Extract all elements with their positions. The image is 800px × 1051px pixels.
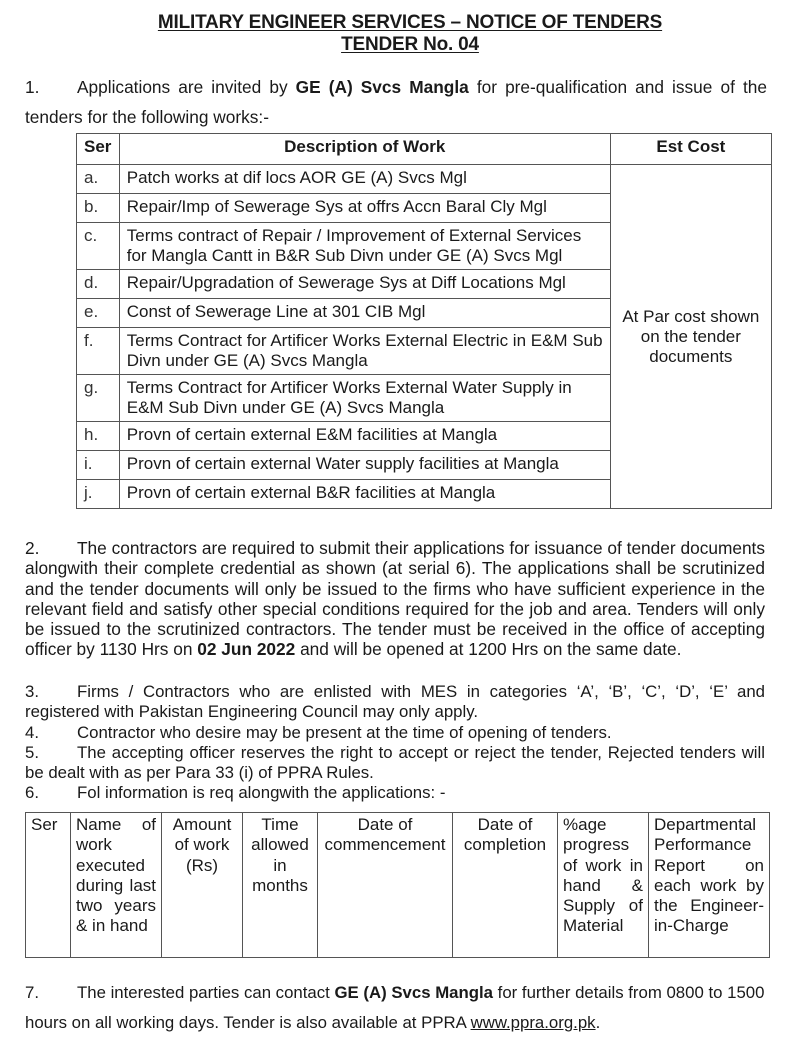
para-text: for further details from 0800 to 1500 hours on all working days. Tender is also available at PPRA: [25, 983, 765, 1032]
para-text: Contractor who desire may be present at the time of opening of tenders.: [77, 722, 612, 742]
para-text: The interested parties can contact: [77, 983, 335, 1002]
tender-number: TENDER No. 04: [341, 34, 479, 55]
est-cost-cell: At Par cost shown on the tender documents: [610, 165, 771, 509]
header-date-commencement: Date of commencement: [318, 813, 453, 958]
info-table-header: [26, 813, 770, 958]
paragraph-2: [25, 538, 765, 660]
row-description: Terms Contract for Artificer Works External Water Supply in E&M Sub Divn under GE (A) Svcs Mangla: [119, 375, 610, 422]
paragraph-5: [25, 743, 765, 784]
header-progress: %age progress of work in hand & Supply of Material: [558, 813, 649, 958]
para-text: The contractors are required to submit their applications for issuance of tender documents alongwith their complete credential as shown (at serial 6). The applications shall be scrutinized and the tender documents will only be issued to the firms who have sufficient experience in the relevant field and satisfy other special conditions required for the job and area. Tenders will only be issued to the scrutinized contractors. The tender must be received in the office of accepting officer by 1130 Hrs on: [25, 538, 765, 660]
header-date-completion: Date of completion: [453, 813, 558, 958]
row-ser: c.: [77, 223, 120, 270]
header-description: Description of Work: [119, 134, 610, 165]
row-ser: e.: [77, 299, 120, 328]
row-ser: i.: [77, 451, 120, 480]
para-number: 1.: [25, 77, 40, 97]
para-text: .: [595, 1013, 601, 1032]
row-description: Terms Contract for Artificer Works External Electric in E&M Sub Divn under GE (A) Svcs Mangla: [119, 328, 610, 375]
header-ser: Ser: [26, 813, 71, 958]
header-name-of-work: Name of work executed during last two years & in hand: [71, 813, 162, 958]
para-number: 6.: [25, 783, 39, 803]
paragraphs-3-6: [25, 682, 765, 804]
submission-date: 02 Jun 2022: [197, 639, 296, 660]
row-ser: d.: [77, 270, 120, 299]
row-description: Repair/Upgradation of Sewerage Sys at Diff Locations Mgl: [119, 270, 610, 299]
row-description: Provn of certain external B&R facilities at Mangla: [119, 480, 610, 509]
para-number: 2.: [25, 538, 40, 558]
header-est-cost: Est Cost: [610, 134, 771, 165]
paragraph-1: [25, 72, 767, 132]
row-ser: f.: [77, 328, 120, 375]
para-bold: GE (A) Svcs Mangla: [334, 983, 493, 1002]
ppra-link[interactable]: www.ppra.org.pk: [470, 1013, 596, 1032]
row-ser: b.: [77, 194, 120, 223]
row-description: Const of Sewerage Line at 301 CIB Mgl: [119, 299, 610, 328]
notice-title: MILITARY ENGINEER SERVICES – NOTICE OF TENDERS: [157, 12, 663, 33]
header-time-allowed: Time allowed in months: [243, 813, 318, 958]
para-text: The accepting officer reserves the right to accept or reject the tender, Rejected tenders will be dealt with as per Para 33 (i) of PPRA Rules.: [25, 742, 765, 783]
para-number: 7.: [25, 983, 39, 1002]
para-text: Applications are invited by: [77, 77, 296, 97]
row-ser: g.: [77, 375, 120, 422]
header-amount: Amount of work (Rs): [162, 813, 243, 958]
para-bold: GE (A) Svcs Mangla: [295, 77, 469, 97]
information-table: [25, 812, 770, 958]
row-ser: j.: [77, 480, 120, 509]
paragraph-3: [25, 682, 765, 723]
para-number: 4.: [25, 722, 39, 742]
row-description: Repair/Imp of Sewerage Sys at offrs Accn Baral Cly Mgl: [119, 194, 610, 223]
works-table: [76, 133, 772, 509]
header-ser: Ser: [77, 134, 120, 165]
row-description: Terms contract of Repair / Improvement of External Services for Mangla Cantt in B&R Sub Divn under GE (A) Svcs Mgl: [119, 223, 610, 270]
paragraph-4: [25, 723, 765, 743]
para-number: 5.: [25, 742, 39, 762]
row-description: Patch works at dif locs AOR GE (A) Svcs Mgl: [119, 165, 610, 194]
table-row: [77, 165, 772, 194]
para-text: for pre-qualification and issue of the tenders for the following works:-: [25, 77, 767, 127]
para-text: and will be opened at 1200 Hrs on the same date.: [295, 639, 682, 660]
row-ser: h.: [77, 422, 120, 451]
paragraph-6: [25, 783, 765, 803]
para-number: 3.: [25, 682, 39, 701]
row-description: Provn of certain external E&M facilities at Mangla: [119, 422, 610, 451]
header-performance-report: Departmental Performance Report on each work by the Engineer-in-Charge: [649, 813, 770, 958]
row-description: Provn of certain external Water supply facilities at Mangla: [119, 451, 610, 480]
row-ser: a.: [77, 165, 120, 194]
paragraph-7: [25, 978, 770, 1038]
works-table-header: [77, 134, 772, 165]
para-text: Fol information is req alongwith the applications: -: [77, 783, 446, 803]
para-text: Firms / Contractors who are enlisted with MES in categories ‘A’, ‘B’, ‘C’, ‘D’, ‘E’ and registered with Pakistan Engineering Council may only apply.: [25, 682, 765, 722]
